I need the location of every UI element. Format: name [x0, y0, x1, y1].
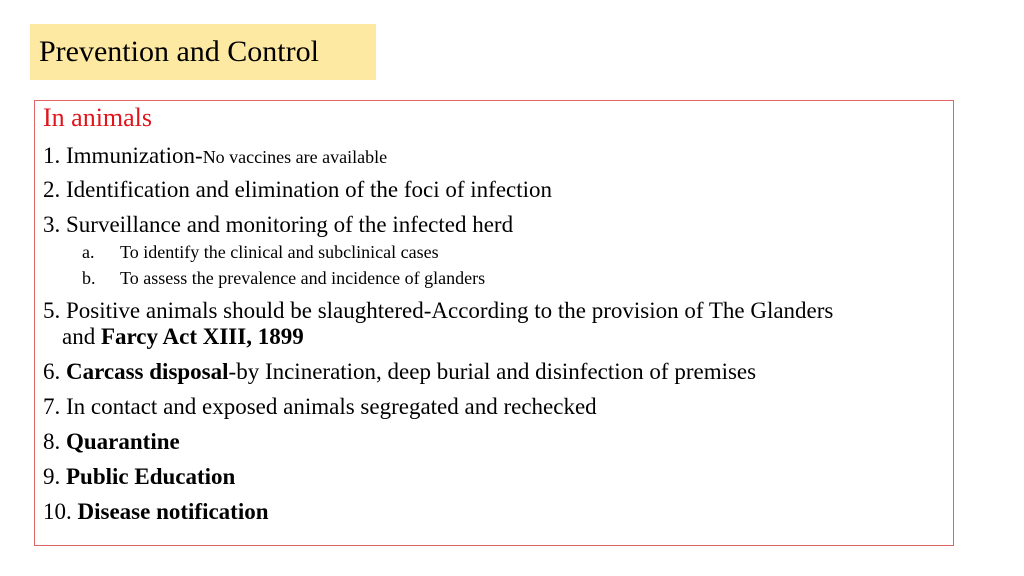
item-number: 10.: [43, 499, 78, 524]
page-title: Prevention and Control: [39, 35, 319, 68]
item-text: -by Incineration, deep burial and disinfection of premises: [228, 359, 757, 384]
item-number: 9.: [43, 464, 66, 489]
list-item-identification: 2. Identification and elimination of the foci of infection: [43, 177, 553, 202]
title-banner: [30, 24, 376, 80]
section-heading: In animals: [43, 103, 153, 132]
content-box: [34, 100, 954, 546]
sub-item-text: To identify the clinical and subclinical cases: [120, 242, 439, 262]
item-text: and: [62, 324, 101, 349]
list-item-disease-notification: [43, 499, 269, 525]
item-text: 1. Immunization-: [43, 143, 203, 168]
sub-item-a: [82, 242, 439, 263]
list-item-carcass-disposal: [43, 359, 756, 385]
item-note: No vaccines are available: [202, 147, 388, 167]
list-item-slaughter-continuation: [62, 324, 304, 350]
list-item-immunization: [43, 143, 387, 169]
list-item-public-education: [43, 464, 235, 490]
item-number: 6.: [43, 359, 66, 384]
sub-item-letter: a.: [82, 242, 95, 262]
list-item-quarantine: [43, 429, 180, 455]
sub-item-letter: b.: [82, 268, 96, 288]
item-bold-text: Public Education: [66, 464, 236, 489]
item-bold-text: Quarantine: [66, 429, 180, 454]
list-item-surveillance: 3. Surveillance and monitoring of the infected herd: [43, 212, 514, 237]
item-number: 8.: [43, 429, 66, 454]
sub-item-text: To assess the prevalence and incidence of glanders: [120, 268, 486, 288]
item-bold-text: Carcass disposal: [66, 359, 229, 384]
item-bold-text: Disease notification: [77, 499, 269, 524]
item-bold-text: Farcy Act XIII, 1899: [100, 324, 304, 349]
list-item-slaughter: 5. Positive animals should be slaughtered-According to the provision of The Glanders: [43, 298, 834, 323]
sub-item-b: [82, 268, 485, 289]
list-item-segregation: 7. In contact and exposed animals segregated and rechecked: [43, 394, 597, 419]
